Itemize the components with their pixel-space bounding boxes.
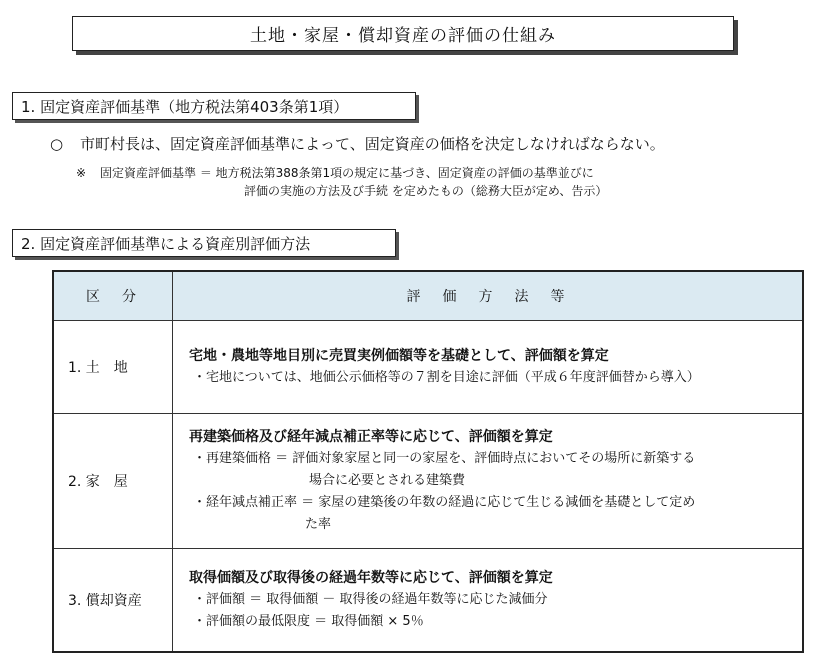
- row-category: 1. 土 地: [53, 321, 173, 414]
- row-line: ・評価額 ＝ 取得価額 － 取得後の経過年数等に応じた減価分: [193, 592, 548, 607]
- row-line: ・評価額の最低限度 ＝ 取得価額 × 5％: [193, 614, 424, 629]
- row-heading: 再建築価格及び経年減点補正率等に応じて、評価額を算定: [189, 429, 553, 445]
- row-body: [173, 414, 804, 549]
- row-heading: 宅地・農地等地目別に売買実例価額等を基礎として、評価額を算定: [189, 348, 609, 364]
- row-body: [173, 549, 804, 653]
- table-row-depreciable-assets: [53, 549, 803, 653]
- page-title: 土地・家屋・償却資産の評価の仕組み: [72, 16, 734, 51]
- row-line-continued: た率: [305, 517, 332, 532]
- row-line: ・再建築価格 ＝ 評価対象家屋と同一の家屋を、評価時点においてその場所に新築する: [193, 451, 696, 466]
- section-2-heading: 2. 固定資産評価基準による資産別評価方法: [12, 229, 396, 257]
- row-category: 2. 家 屋: [53, 414, 173, 549]
- row-heading: 取得価額及び取得後の経過年数等に応じて、評価額を算定: [189, 570, 553, 586]
- note: [76, 164, 607, 200]
- row-line: ・宅地については、地価公示価格等の７割を目途に評価（平成６年度評価替から導入）: [193, 370, 700, 385]
- row-body: [173, 321, 804, 414]
- row-category: 3. 償却資産: [53, 549, 173, 653]
- row-line: ・経年減点補正率 ＝ 家屋の建築後の年数の経過に応じて生じる減価を基礎として定め: [193, 495, 696, 510]
- evaluation-table: [52, 270, 804, 653]
- bullet-text: 市町村長は、固定資産評価基準によって、固定資産の価格を決定しなければならない。: [80, 135, 665, 153]
- section-1-heading: 1. 固定資産評価基準（地方税法第403条第1項）: [12, 92, 416, 120]
- table-row-land: [53, 321, 803, 414]
- note-mark: ※: [76, 166, 87, 180]
- table-header-row: [53, 271, 803, 321]
- note-line-1: 固定資産評価基準 ＝ 地方税法第388条第1項の規定に基づき、固定資産の評価の基準並びに: [100, 166, 594, 180]
- circle-bullet-icon: ○: [50, 135, 64, 153]
- header-method: 評 価 方 法 等: [173, 271, 804, 321]
- note-line-2: 評価の実施の方法及び手続 を定めたもの（総務大臣が定め、告示）: [244, 184, 608, 198]
- header-category: 区 分: [53, 271, 173, 321]
- table-row-house: [53, 414, 803, 549]
- row-line-continued: 場合に必要とされる建築費: [309, 473, 466, 488]
- bullet-statement: [50, 133, 665, 154]
